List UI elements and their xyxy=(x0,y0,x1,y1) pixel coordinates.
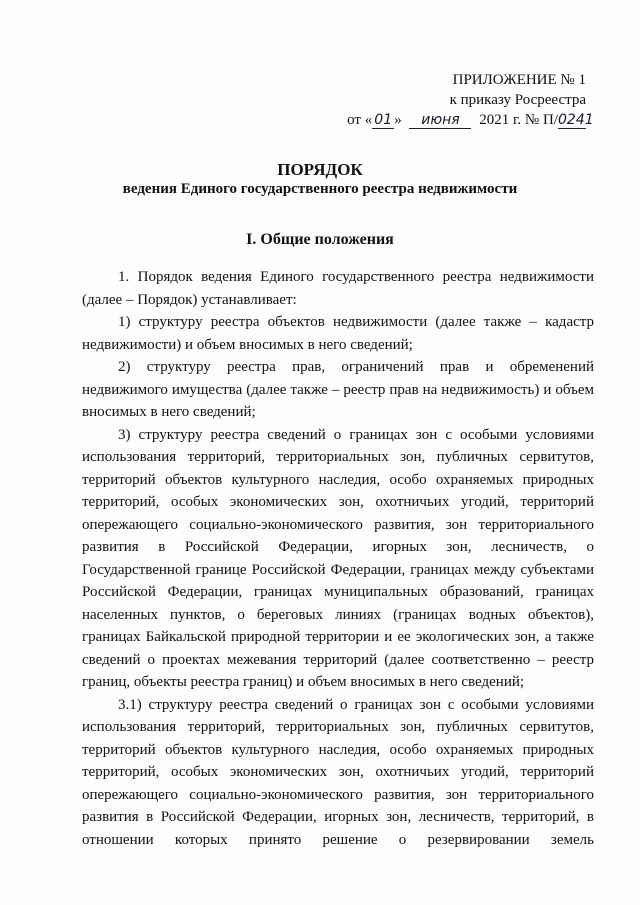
appendix-date-line xyxy=(347,110,594,130)
appendix-block xyxy=(347,70,594,130)
date-prefix: от « xyxy=(347,112,373,128)
paragraph-1-3-1: 3.1) структуру реестра сведений о границах зон с особыми условиями использования территорий, территориальных зон, публичных сервитутов, территорий объектов культурного наследия, особо охраняемых природных территорий, особых экономических зон, охотничьих угодий, территорий опережающего социально-экономического развития, зон территориального развития в Российской Федерации, игорных зон, лесничеств, территорий, в отношении которых принято решение о резервировании земель xyxy=(82,696,594,848)
date-year: 2021 г. № П/ xyxy=(479,112,558,128)
paragraph-1-3: 3) структуру реестра сведений о границах зон с особыми условиями использования территорий, территориальных зон, публичных сервитутов, территорий объектов культурного наследия, особо охраняемых природных территорий, особых экономических зон, охотничьих угодий, территорий опережающего социально-экономического развития, зон территориального развития в Российской Федерации, игорных зон, лесничеств, о Государственной границе Российской Федерации, границах между субъектами Российской Федерации, границах муниципальных образований, границах населенных пунктов, о береговых линиях (границах водных объектов), границах Байкальской природной территории и ее экологических зон, а также сведений о проектах межевания территорий (далее соответственно – реестр границ, объекты реестра границ) и объем вносимых в него сведений; xyxy=(82,426,594,690)
paragraph-1: 1. Порядок ведения Единого государственного реестра недвижимости (далее – Порядок) устанавливает: xyxy=(82,269,594,308)
paragraph-1-2: 2) структуру реестра прав, ограничений прав и обременений недвижимого имущества (далее также – реестр прав на недвижимость) и объем вносимых в него сведений; xyxy=(82,359,594,420)
paragraph-1-1: 1) структуру реестра объектов недвижимости (далее также – кадастр недвижимости) и объем вносимых в него сведений; xyxy=(82,314,594,353)
document-title: ПОРЯДОК xyxy=(277,160,363,179)
handwritten-month: июня xyxy=(409,112,471,129)
document-subtitle: ведения Единого государственного реестра недвижимости xyxy=(122,181,518,197)
handwritten-order-number: 0241 xyxy=(558,112,594,128)
appendix-title: ПРИЛОЖЕНИЕ № 1 xyxy=(452,72,586,88)
section-heading: I. Общие положения xyxy=(246,231,394,248)
document-body xyxy=(82,266,594,851)
date-mid: » xyxy=(394,112,402,128)
appendix-order-ref: к приказу Росреестра xyxy=(449,92,586,108)
handwritten-day: 01 xyxy=(372,112,394,129)
